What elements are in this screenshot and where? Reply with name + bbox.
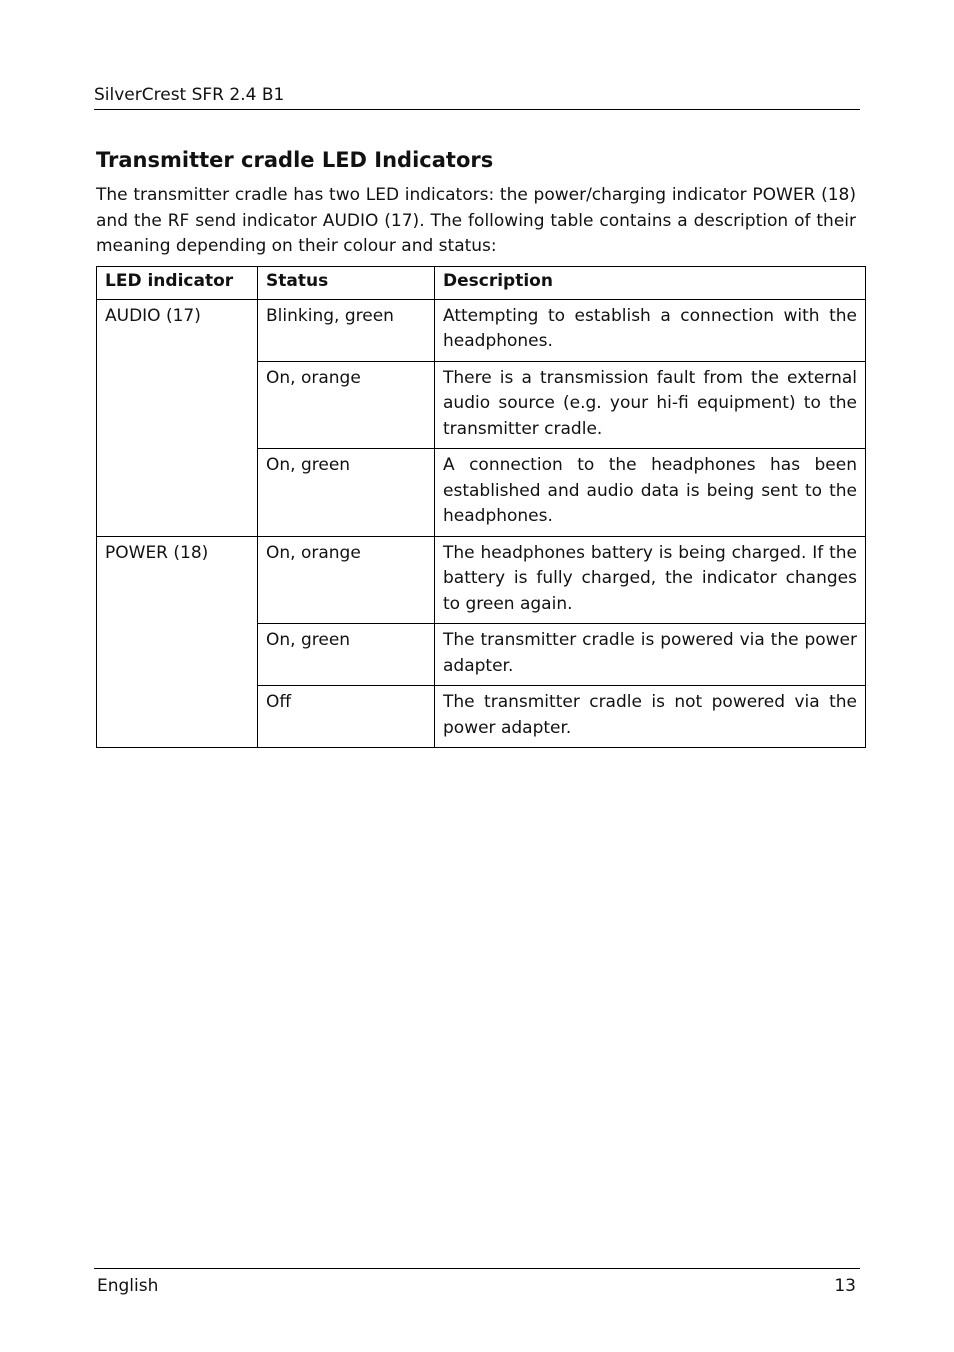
section-title: Transmitter cradle LED Indicators [96,148,494,172]
description-cell: Attempting to establish a connection with the headphones. [435,299,866,361]
page-footer [94,1268,860,1296]
status-cell: Blinking, green [258,299,435,361]
status-cell: On, orange [258,361,435,449]
footer-language: English [97,1276,159,1296]
page-header [94,84,860,110]
description-cell: There is a transmission fault from the external audio source (e.g. your hi-fi equipment) to the transmitter cradle. [435,361,866,449]
column-header-led: LED indicator [97,267,258,300]
led-name-cell: POWER (18) [97,536,258,748]
table-header-row [97,267,866,300]
status-cell: On, orange [258,536,435,624]
table-row [97,536,866,624]
page-number: 13 [834,1276,856,1296]
column-header-description: Description [435,267,866,300]
product-name: SilverCrest SFR 2.4 B1 [94,85,285,105]
description-cell: The transmitter cradle is not powered via the power adapter. [435,686,866,748]
led-name-cell: AUDIO (17) [97,299,258,536]
status-cell: On, green [258,449,435,537]
led-indicator-table [96,266,866,748]
description-cell: The transmitter cradle is powered via the power adapter. [435,624,866,686]
description-cell: The headphones battery is being charged. If the battery is fully charged, the indicator changes to green again. [435,536,866,624]
table-row [97,299,866,361]
status-cell: On, green [258,624,435,686]
column-header-status: Status [258,267,435,300]
status-cell: Off [258,686,435,748]
intro-paragraph: The transmitter cradle has two LED indicators: the power/charging indicator POWER (18) and the RF send indicator AUDIO (17). The following table contains a description of their meaning depending on their colour and status: [96,185,856,256]
description-cell: A connection to the headphones has been established and audio data is being sent to the headphones. [435,449,866,537]
